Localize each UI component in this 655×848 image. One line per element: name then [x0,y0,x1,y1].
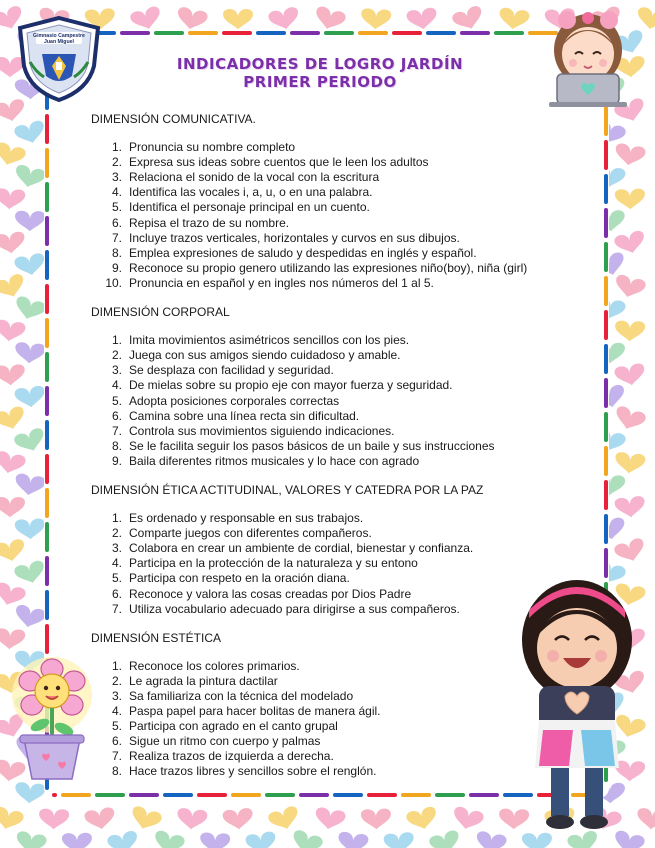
list-item-number: 6. [111,408,122,423]
list-item-number: 2. [111,673,122,688]
heart-icon [175,6,209,32]
list-item-number: 7. [111,230,122,245]
heart-icon [14,342,46,365]
heart-icon [289,829,324,848]
page-subtitle: PRIMER PERIODO [243,73,397,91]
section-title: DIMENSIÓN CORPORAL [91,305,230,320]
list-item [91,333,561,348]
indicator-list [91,140,561,291]
list-item [91,261,561,276]
heart-icon [614,362,647,387]
list-item-text: Reconoce los colores primarios. [129,658,300,673]
section [91,112,561,291]
list-item [91,363,561,378]
list-item [91,704,561,719]
heart-icon [428,829,463,848]
list-item [91,659,561,674]
section-title: DIMENSIÓN ÉTICA ACTITUDINAL, VALORES Y CATEDRA POR LA PAZ [91,482,484,497]
heart-icon [0,141,27,169]
heart-icon [613,537,648,566]
heart-icon [0,188,26,210]
list-item-number: 3. [111,170,122,185]
list-item [91,409,561,424]
list-item-text: Adopta posiciones corporales correctas [129,393,340,408]
list-item [91,231,561,246]
list-item-text: Le agrada la pintura dactilar [129,673,278,688]
heart-icon [337,831,369,848]
list-item-text: Reconoce y valora las cosas creadas por Dios Padre [129,586,412,601]
list-item [91,587,561,602]
heart-icon [13,427,48,456]
logo-text-line2: Juan Miguel [44,39,74,45]
heart-icon [267,805,302,834]
list-item-text: Sa familiariza con la técnica del modelado [129,689,354,703]
shield-crest-icon [14,14,104,104]
section [91,483,561,617]
list-item-number: 9. [111,260,122,275]
girl-with-laptop-illustration [545,8,631,108]
heart-icon [0,231,26,255]
list-item [91,170,561,185]
heart-icon [313,806,346,831]
smiling-flower-pot-illustration [8,655,96,785]
heart-icon [15,211,45,232]
list-item [91,674,561,689]
heart-icon [615,320,646,341]
heart-icon [14,385,46,409]
list-item-text: Pronuncia en español y en ingles nos números del 1 al 5. [129,275,434,290]
list-item-text: Comparte juegos con diferentes compañeros. [129,526,372,541]
heart-icon [0,628,26,650]
list-item-number: 1. [111,333,122,348]
list-item-number: 9. [111,453,122,468]
list-item [91,526,561,541]
list-item-number: 7. [111,601,122,616]
list-item-text: Pronuncia su nombre completo [129,140,296,155]
list-item-text: Baila diferentes ritmos musicales y lo hace con agrado [129,453,420,468]
list-item [91,140,561,155]
section [91,631,561,780]
list-item-text: Paspa papel para hacer bolitas de manera ágil. [129,704,381,719]
list-item-number: 4. [111,704,122,719]
heart-icon [405,806,439,833]
list-item [91,602,561,617]
list-item-text: Repisa el trazo de su nombre. [129,215,290,230]
heart-icon [13,119,47,146]
section [91,305,561,469]
list-item [91,764,561,779]
heart-icon [13,604,47,631]
indicator-list [91,659,561,780]
list-item-number: 5. [111,571,122,586]
list-item [91,571,561,586]
heart-icon [613,142,646,167]
list-item-text: Identifica el personaje principal en un cuento. [129,200,370,215]
heart-icon [13,559,47,586]
heart-icon [613,274,647,301]
heart-icon [12,295,47,323]
list-item-number: 8. [111,438,122,453]
page-title: INDICADORES DE LOGRO JARDÍN [176,55,464,73]
list-item [91,454,561,469]
heart-icon [15,518,46,540]
list-item-text: Se le facilita seguir los pasos básicos de un baile y sus instrucciones [129,438,495,453]
list-item [91,749,561,764]
heart-icon [267,6,301,32]
heart-icon [474,830,507,848]
list-item-text: Controla sus movimientos siguiendo indicaciones. [129,423,395,438]
list-item-number: 3. [111,541,122,556]
heart-icon [360,8,391,30]
list-item-text: Imita movimientos asimétricos sencillos con los pies. [129,333,410,348]
section-title: DIMENSIÓN COMUNICATIVA. [91,112,256,126]
heart-icon [406,7,439,31]
list-item-text: Participa con agrado en el canto grupal [129,719,338,734]
heart-icon [245,831,278,848]
list-item [91,378,561,393]
heart-icon [383,832,415,848]
heart-icon [13,473,46,498]
list-item [91,439,561,454]
list-item-number: 3. [111,363,122,378]
list-item [91,200,561,215]
list-item-number: 10. [105,275,122,290]
heart-icon [128,805,163,834]
list-item-number: 4. [111,185,122,200]
heart-icon [615,188,646,209]
heart-icon [14,782,46,805]
heart-icon [62,833,92,848]
list-item-number: 1. [111,658,122,673]
list-item [91,689,561,704]
list-item-text: Relaciona el sonido de la vocal con la escritura [129,170,380,185]
list-item-number: 7. [111,423,122,438]
list-item-number: 4. [111,556,122,571]
heart-icon [14,830,47,848]
list-item-number: 1. [111,140,122,155]
heart-icon [361,808,392,829]
heart-icon [0,806,25,833]
heart-icon [0,538,27,564]
heart-icon [13,164,47,191]
list-item-text: Utiliza vocabulario adecuado para dirigirse a sus compañeros. [129,601,460,616]
list-item-number: 1. [111,511,122,526]
heart-icon [223,9,253,29]
heart-icon [451,806,485,833]
list-item-number: 8. [111,764,122,779]
list-item-number: 3. [111,689,122,703]
list-item-text: Participa en la protección de la naturaleza y su entono [129,556,418,571]
list-item-text: Se desplaza con facilidad y seguridad. [129,363,334,378]
list-item-text: Es ordenado y responsable en sus trabajos. [129,511,364,526]
heart-icon [498,7,531,31]
list-item-text: Reconoce su propio genero utilizando las expresiones niño(boy), niña (girl) [129,260,528,275]
indicator-list [91,333,561,469]
heart-icon [39,808,70,829]
list-item-number: 2. [111,526,122,541]
list-item-number: 4. [111,378,122,393]
heart-icon [0,581,27,609]
list-item [91,424,561,439]
list-item-text: Emplea expresiones de saludo y despedidas en inglés y español. [129,245,477,260]
heart-icon [0,450,27,476]
heart-icon [14,252,47,278]
heart-icon [0,319,26,343]
list-item-number: 2. [111,348,122,363]
list-item [91,348,561,363]
list-item [91,185,561,200]
section-title: DIMENSIÓN ESTÉTICA [91,630,222,645]
list-item-number: 5. [111,200,122,215]
list-item-text: Expresa sus ideas sobre cuentos que le leen los adultos [129,155,429,170]
list-item-number: 6. [111,734,122,749]
heart-icon [0,405,28,433]
list-item-number: 8. [111,245,122,260]
heart-icon [176,807,208,830]
list-item-text: Identifica las vocales i, a, u, o en una palabra. [129,185,373,200]
heart-icon [0,497,25,517]
list-item-text: Incluye trazos verticales, horizontales y curvos en sus dibujos. [129,230,460,245]
list-item-number: 6. [111,586,122,601]
list-item-number: 2. [111,155,122,170]
list-item [91,556,561,571]
list-item-text: Camina sobre una línea recta sin dificultad. [129,408,360,423]
list-item-number: 5. [111,719,122,734]
list-item [91,155,561,170]
heart-icon [312,5,346,33]
list-item [91,276,561,291]
list-item [91,734,561,749]
indicator-list [91,511,561,617]
heart-icon [222,807,254,830]
list-item-text: Hace trazos libres y sencillos sobre el renglón. [129,764,377,779]
list-item-number: 5. [111,393,122,408]
list-item-number: 6. [111,215,122,230]
heart-icon [0,364,26,386]
list-item-number: 7. [111,749,122,764]
heart-icon [129,5,163,33]
heart-icon [614,495,646,518]
list-item [91,246,561,261]
list-item-text: Colabora en crear un ambiente de cordial, bienestar y confianza. [129,541,474,556]
heart-icon [106,830,140,848]
list-item-text: Realiza trazos de izquierda a derecha. [129,749,334,764]
heart-icon [152,829,186,848]
girl-heart-hands-illustration [515,570,640,835]
list-item-text: Juega con sus amigos siendo cuidadoso y amable. [129,348,401,363]
list-item [91,719,561,734]
list-item-text: Sigue un ritmo con cuerpo y palmas [129,734,321,749]
list-item [91,216,561,231]
heart-icon [612,405,647,434]
heart-icon [614,451,646,474]
heart-icon [635,6,655,32]
heart-icon [84,806,117,831]
list-item [91,541,561,556]
achievement-indicators [91,112,561,794]
list-item [91,511,561,526]
list-item-text: Participa con respeto en la oración diana. [129,571,350,586]
logo-text-line1: Gimnasio Campestre [33,33,85,39]
heart-icon [199,832,230,848]
list-item-text: De mielas sobre su propio eje con mayor fuerza y seguridad. [129,378,453,393]
list-item [91,394,561,409]
